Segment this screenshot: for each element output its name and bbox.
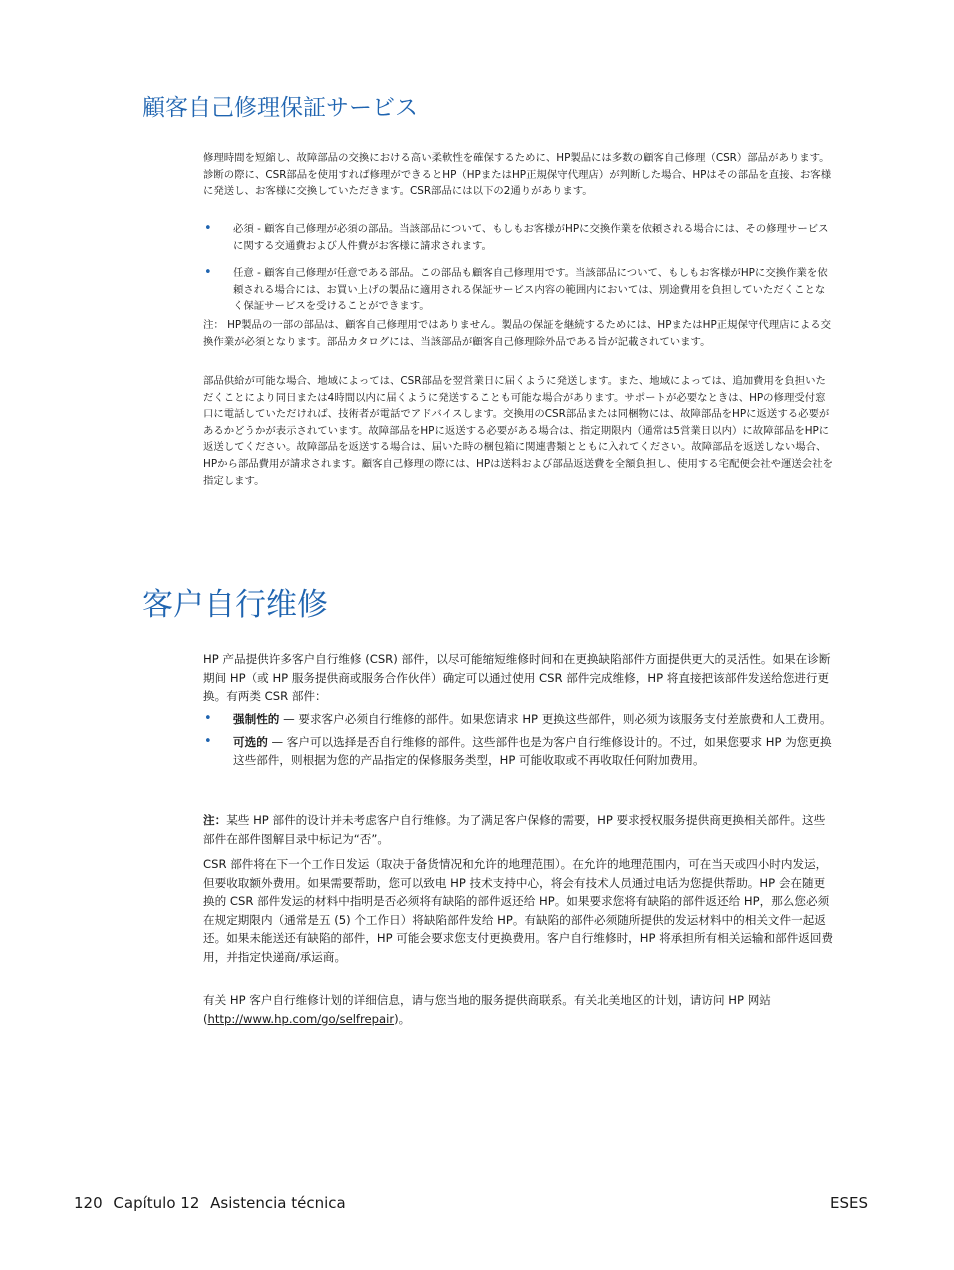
zh-list-item-text: — 要求客户必须自行维修的部件。如果您请求 HP 更换这些部件，则必须为该服务支付差旅费和人工费用。 [279,712,832,726]
zh-list-item-term: 可选的 [233,734,268,749]
ja-shipping-paragraph: 部品供給が可能な場合、地域によっては、CSR部品を翌営業日に届くように発送します。また、地域によっては、追加費用を負担いただくことにより同日または4時間以内に届くように発送することも可能な場合があります。サポートが必要なときは、HPの修理受付窓口に電話していただければ、技術者が電話でアドバイスします。交換用のCSR部品または同梱物には、故障部品をHPに返送する必要があるかどうかが表示されています。故障部品をHPに返送する必要がある場合は、指定期限内（通常は5営業日以内）に故障部品をHPに返送してください。故障部品を返送する場合は、届いた時の梱包箱に関連書類とともに入れてください。故障部品を返送しない場合、HPから部品費用が請求されます。顧客自己修理の際には、HPは送料および部品返送費を全額負担し、使用する宅配便会社や運送会社を指定します。 [203,375,833,487]
zh-list-item-term: 强制性的 [233,712,280,726]
bullet-icon: • [204,221,212,236]
ja-csr-type-list [203,221,835,326]
chapter-title: Asistencia técnica [210,1194,346,1212]
ja-note-paragraph: 注： HP製品の一部の部品は、顧客自己修理用ではありません。製品の保証を継続するためには、HPまたはHP正規保守代理店による交換作業が必須となります。部品カタログには、当該部品が顧客自己修理除外品である旨が記載されています。 [203,319,832,348]
ja-list-item-optional [203,265,835,315]
zh-contact-text: 有关 HP 客户自行维修计划的详细信息，请与您当地的服务提供商联系。有关北美地区的计划，请访问 HP 网站 ( [203,993,771,1026]
selfrepair-link[interactable]: http://www.hp.com/go/selfrepair [207,1011,395,1026]
page-number: 120 [74,1194,103,1212]
ja-section-heading: 顧客自己修理保証サービス [142,95,418,121]
ja-list-item-text: 任意 - 顧客自己修理が任意である部品。この部品も顧客自己修理用です。当該部品について、もしもお客様がHPに交換作業を依頼される場合には、お買い上げの製品に適用される保証サービス内容の範囲内においては、別途費用を負担していただくことなく保証サービスを受けることができます。 [233,267,828,313]
zh-shipping-paragraph: CSR 部件将在下一个工作日发运（取决于备货情况和允许的地理范围）。在允许的地理范围内，可在当天或四小时内发运，但要收取额外费用。如果需要帮助，您可以致电 HP 技术支持中心，将会有技术人员通过电话为您提供帮助。HP 会在随更换的 CSR 部件发运的材料中指明是否必须将有缺陷的部件返还给 HP。如果要求您将有缺陷的部件返还给 HP，那么您必须在规定期限内（通常是五 (5) 个工作日）将缺陷部件发给 HP。有缺陷的部件必须随所提供的发运材料中的相关文件一起返还。如果未能送还有缺陷的部件，HP 可能会要求您支付更换费用。客户自行维修时，HP 将承担所有相关运输和部件返回费用，并指定快递商/承运商。 [203,857,834,964]
zh-contact-paragraph [203,991,835,1028]
zh-csr-type-list [203,710,835,774]
ja-list-item-required [203,221,835,254]
page-footer [74,1192,868,1214]
zh-note-label: 注： [203,813,227,827]
zh-contact-text-end: )。 [394,1011,411,1026]
bullet-icon: • [204,265,212,281]
bullet-icon: • [204,711,212,726]
zh-note-text: 某些 HP 部件的设计并未考虑客户自行维修。为了满足客户保修的需要，HP 要求授权服务提供商更换相关部件。这些部件在部件图解目录中标记为“否”。 [203,813,826,846]
zh-list-item-optional [203,733,835,770]
zh-list-item-mandatory [203,710,835,729]
bullet-icon: • [204,733,212,749]
footer-left [74,1192,352,1214]
language-code: ESES [830,1194,868,1212]
zh-section-heading: 客户自行维修 [142,587,328,623]
zh-note-paragraph [203,811,835,848]
zh-intro-paragraph: HP 产品提供许多客户自行维修 (CSR) 部件，以尽可能缩短维修时间和在更换缺陷部件方面提供更大的灵活性。如果在诊断期间 HP（或 HP 服务提供商或服务合作伙伴）确定可以通过使用 CSR 部件完成维修，HP 将直接把该部件发送给您进行更换。有两类 CSR 部件： [203,652,831,704]
zh-list-item-text: — 客户可以选择是否自行维修的部件。这些部件也是为客户自行维修设计的。不过，如果您要求 HP 为您更换这些部件，则根据为您的产品指定的保修服务类型，HP 可能收取或不再收取任何附加费用。 [233,734,832,768]
chapter-label: Capítulo 12 [113,1194,200,1212]
ja-intro-paragraph: 修理時間を短縮し、故障部品の交換における高い柔軟性を確保するために、HP製品には多数の顧客自己修理（CSR）部品があります。診断の際に、CSR部品を使用すれば修理ができるとHP（HPまたはHP正規保守代理店）が判断した場合、HPはその部品を直接、お客様に発送し、お客様に交換していただきます。CSR部品には以下の2通りがあります。 [203,152,832,198]
ja-list-item-text: 必須 - 顧客自己修理が必須の部品。当該部品について、もしもお客様がHPに交換作業を依頼される場合には、その修理サービスに関する交通費および人件費がお客様に請求されます。 [233,223,829,252]
